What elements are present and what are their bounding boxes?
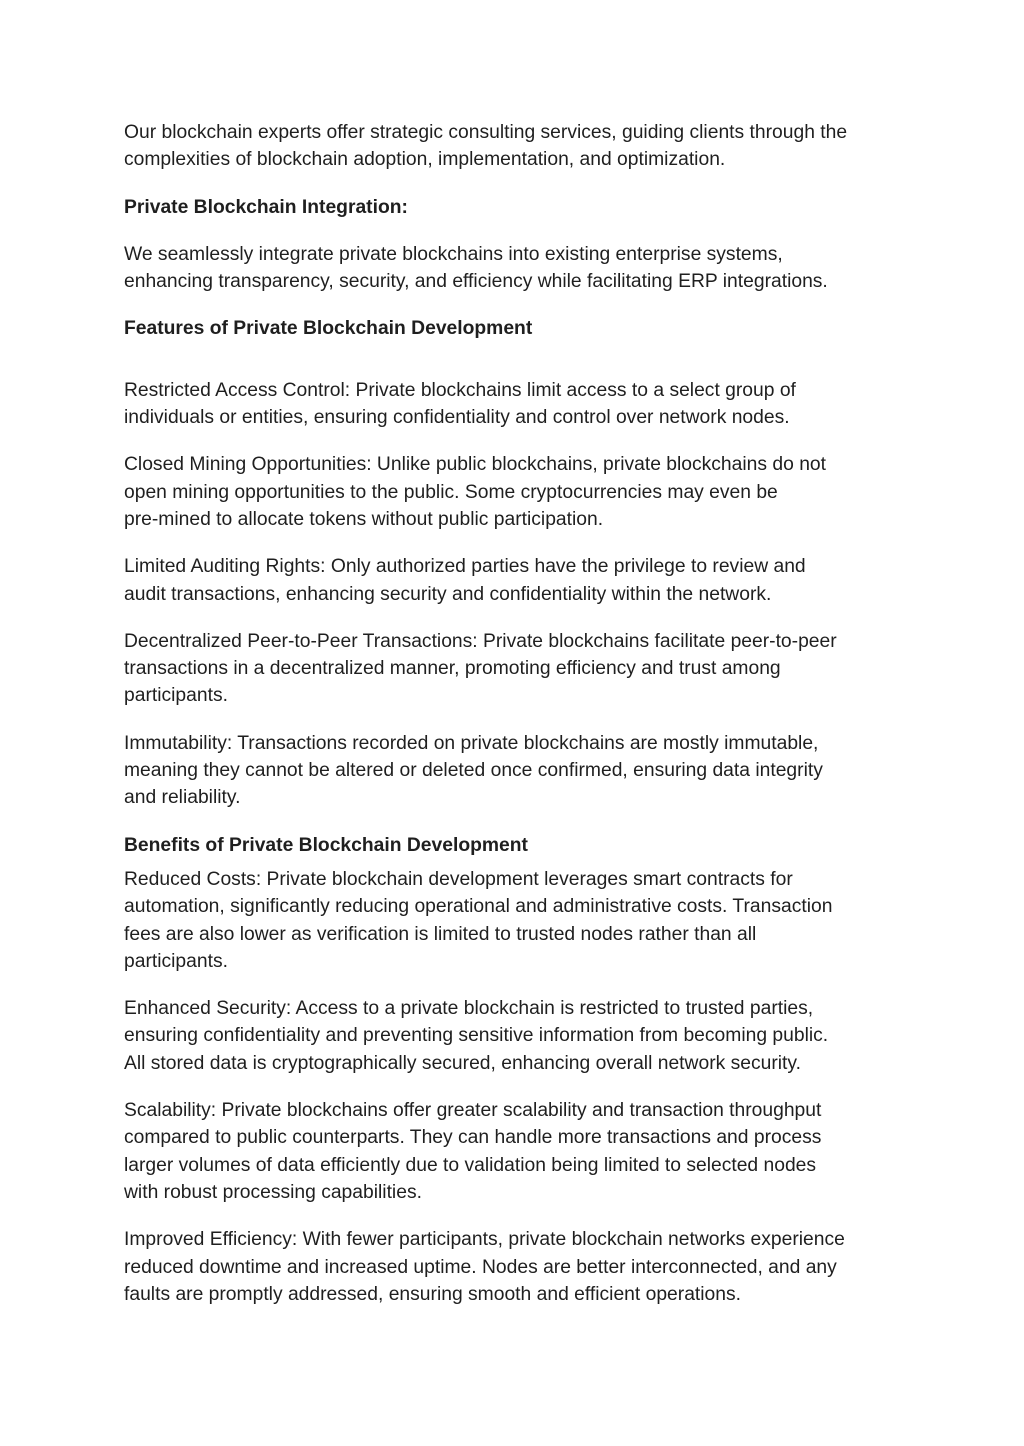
features-heading: Features of Private Blockchain Development [124, 318, 533, 340]
intro-paragraph: Our blockchain experts offer strategic consulting services, guiding clients through the complexities of blockchain adoption, implementation, and optimization. [124, 122, 848, 171]
feature-closed-mining: Closed Mining Opportunities: Unlike public blockchains, private blockchains do not open mining opportunities to the public. Some cryptocurrencies may even be pre-mined to allocate tokens without public participation. [124, 454, 826, 530]
feature-restricted-access: Restricted Access Control: Private blockchains limit access to a select group of individuals or entities, ensuring confidentiality and control over network nodes. [124, 379, 796, 429]
benefit-scalability: Scalability: Private blockchains offer greater scalability and transaction throughput compared to public counterparts. They can handle more transactions and process larger volumes of data efficiently due to validation being limited to selected nodes with robust processing capabilities. [124, 1100, 822, 1203]
feature-immutability: Immutability: Transactions recorded on private blockchains are mostly immutable, meaning they cannot be altered or deleted once confirmed, ensuring data integrity and reliability. [124, 732, 823, 809]
integration-paragraph: We seamlessly integrate private blockchains into existing enterprise systems, enhancing transparency, security, and efficiency while facilitating ERP integrations. [124, 243, 828, 293]
integration-heading: Private Blockchain Integration: [124, 196, 408, 218]
document-page [124, 119, 914, 1328]
benefit-improved-efficiency: Improved Efficiency: With fewer participants, private blockchain networks experience reduced downtime and increased uptime. Nodes are better interconnected, and any faults are promptly addressed, ensuring smooth and efficient operations. [124, 1229, 845, 1305]
benefit-reduced-costs: Reduced Costs: Private blockchain development leverages smart contracts for automation, significantly reducing operational and administrative costs. Transaction fees are also lower as verification is limited to trusted nodes rather than all participants. [124, 868, 833, 972]
feature-p2p-transactions: Decentralized Peer-to-Peer Transactions: Private blockchains facilitate peer-to-peer transactions in a decentralized manner, promoting efficiency and trust among participants. [124, 630, 837, 707]
benefit-enhanced-security: Enhanced Security: Access to a private blockchain is restricted to trusted parties, ensuring confidentiality and preventing sensitive information from becoming public. All stored data is cryptographically secured, enhancing overall network security. [124, 998, 829, 1074]
benefits-heading: Benefits of Private Blockchain Development [124, 834, 528, 856]
feature-limited-auditing: Limited Auditing Rights: Only authorized parties have the privilege to review and audit transactions, enhancing security and confidentiality within the network. [124, 556, 806, 605]
